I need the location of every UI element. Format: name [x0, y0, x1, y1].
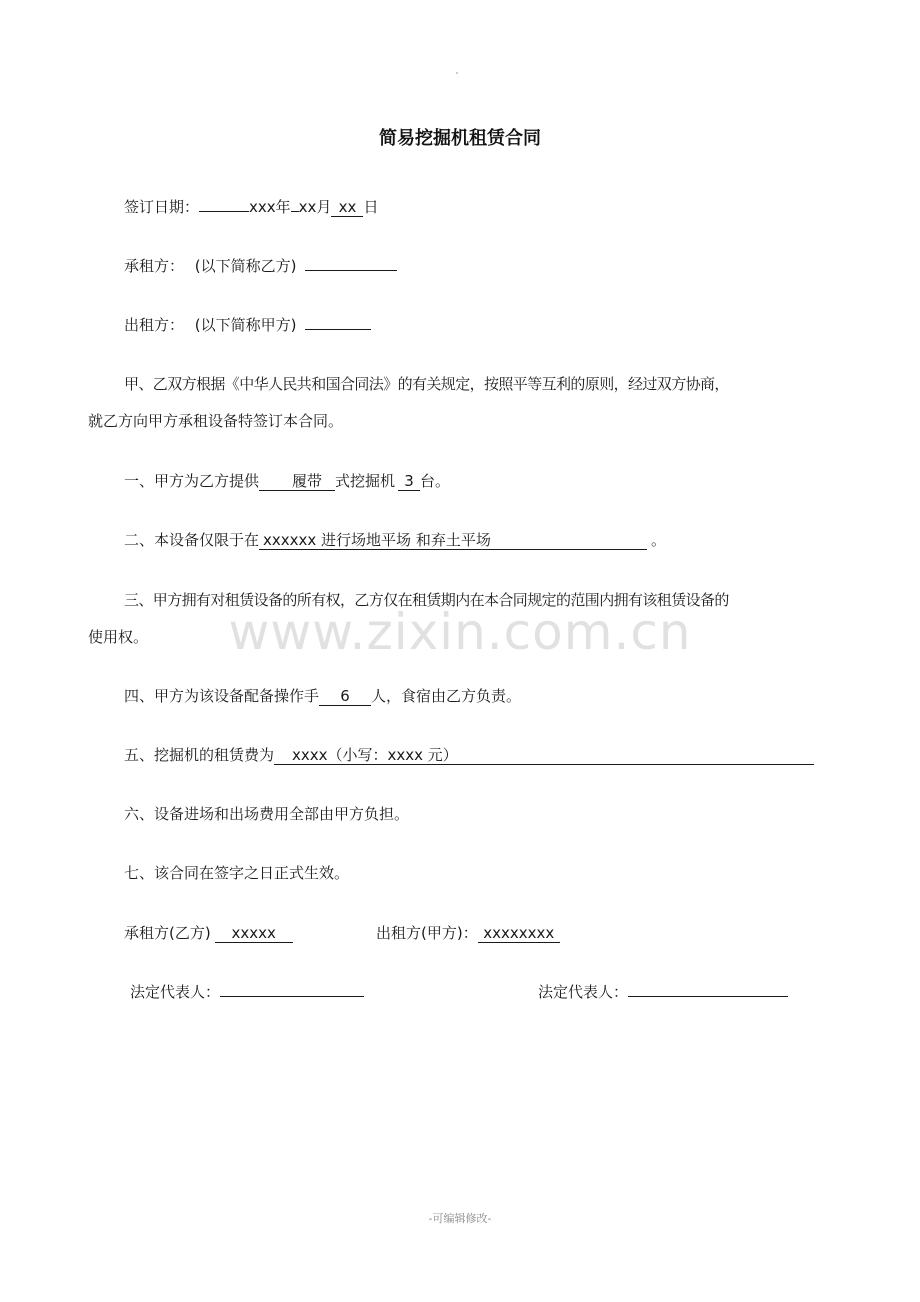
sign-date-month: xx	[298, 198, 317, 216]
clause-6: 六、设备进场和出场费用全部由甲方负担。	[124, 805, 410, 823]
clause-5-amount[interactable]: xxxx（小写：xxxx 元）	[274, 746, 814, 765]
lessor-note: (以下简称甲方)	[194, 316, 297, 334]
signature-lessor-label: 出租方(甲方)：	[376, 924, 478, 942]
signature-lessor	[376, 923, 560, 943]
clause-4-prefix: 四、甲方为该设备配备操作手	[124, 687, 320, 705]
clause-5	[124, 745, 814, 765]
sign-date-month-unit: 月	[316, 198, 332, 216]
clause-2-prefix: 二、本设备仅限于在	[124, 531, 260, 549]
clause-5-prefix: 五、挖掘机的租赁费为	[124, 746, 275, 764]
sign-date-year: xxx	[249, 198, 276, 216]
clause-1-prefix: 一、甲方为乙方提供	[124, 472, 260, 490]
clause-7: 七、该合同在签字之日正式生效。	[124, 864, 350, 882]
clause-3-line-2: 使用权。	[88, 628, 149, 646]
rep-left-label: 法定代表人：	[130, 983, 221, 1001]
clause-2	[124, 530, 666, 550]
rep-left	[130, 982, 364, 1002]
sign-date-year-unit: 年	[275, 198, 291, 216]
lessee-note: (以下简称乙方)	[194, 257, 297, 275]
sign-date-year-blank[interactable]	[199, 211, 249, 212]
rep-left-blank[interactable]	[220, 996, 364, 997]
clause-1-middle: 式挖掘机	[335, 472, 396, 490]
page-footer: -可编辑修改-	[428, 1212, 492, 1225]
preamble-line-2: 就乙方向甲方承租设备特签订本合同。	[88, 412, 344, 430]
preamble-line-1: 甲、乙双方根据《中华人民共和国合同法》的有关规定，按照平等互利的原则，经过双方协商，	[124, 375, 729, 393]
sign-date-label: 签订日期：	[124, 198, 200, 216]
page-speck	[456, 72, 458, 74]
rep-right-blank[interactable]	[628, 996, 788, 997]
lessee-line	[124, 256, 397, 276]
clause-1	[124, 471, 450, 491]
clause-2-suffix: 。	[651, 531, 667, 549]
signature-lessee	[124, 923, 293, 943]
clause-1-count[interactable]: 3	[398, 472, 420, 491]
clause-1-suffix: 台。	[420, 472, 451, 490]
clause-4	[124, 686, 521, 706]
clause-4-count[interactable]: 6	[319, 687, 371, 706]
sign-date-line	[124, 197, 378, 217]
document-title: 简易挖掘机租赁合同	[379, 128, 541, 149]
lessor-line	[124, 315, 371, 335]
clause-1-type[interactable]: 履带	[259, 472, 335, 491]
signature-lessor-value[interactable]: xxxxxxxx	[478, 924, 560, 943]
sign-date-day[interactable]: xx	[331, 198, 363, 217]
sign-date-day-unit: 日	[363, 198, 379, 216]
signature-lessee-value[interactable]: xxxxx	[215, 924, 293, 943]
sign-date-month-pad	[291, 211, 299, 212]
lessor-blank[interactable]	[305, 329, 371, 330]
clause-2-place[interactable]: xxxxxx 进行场地平场 和弃土平场	[259, 531, 647, 550]
lessor-label: 出租方：	[124, 316, 185, 334]
lessee-blank[interactable]	[305, 270, 397, 271]
clause-4-suffix: 人，食宿由乙方负责。	[371, 687, 522, 705]
clause-3-line-1: 三、甲方拥有对租赁设备的所有权，乙方仅在租赁期内在本合同规定的范围内拥有该租赁设备的	[124, 591, 729, 609]
rep-right-label: 法定代表人：	[538, 983, 629, 1001]
signature-lessee-label: 承租方(乙方)	[124, 924, 211, 942]
rep-right	[538, 982, 788, 1002]
lessee-label: 承租方：	[124, 257, 185, 275]
watermark: www.zixin.com.cn	[228, 603, 692, 661]
